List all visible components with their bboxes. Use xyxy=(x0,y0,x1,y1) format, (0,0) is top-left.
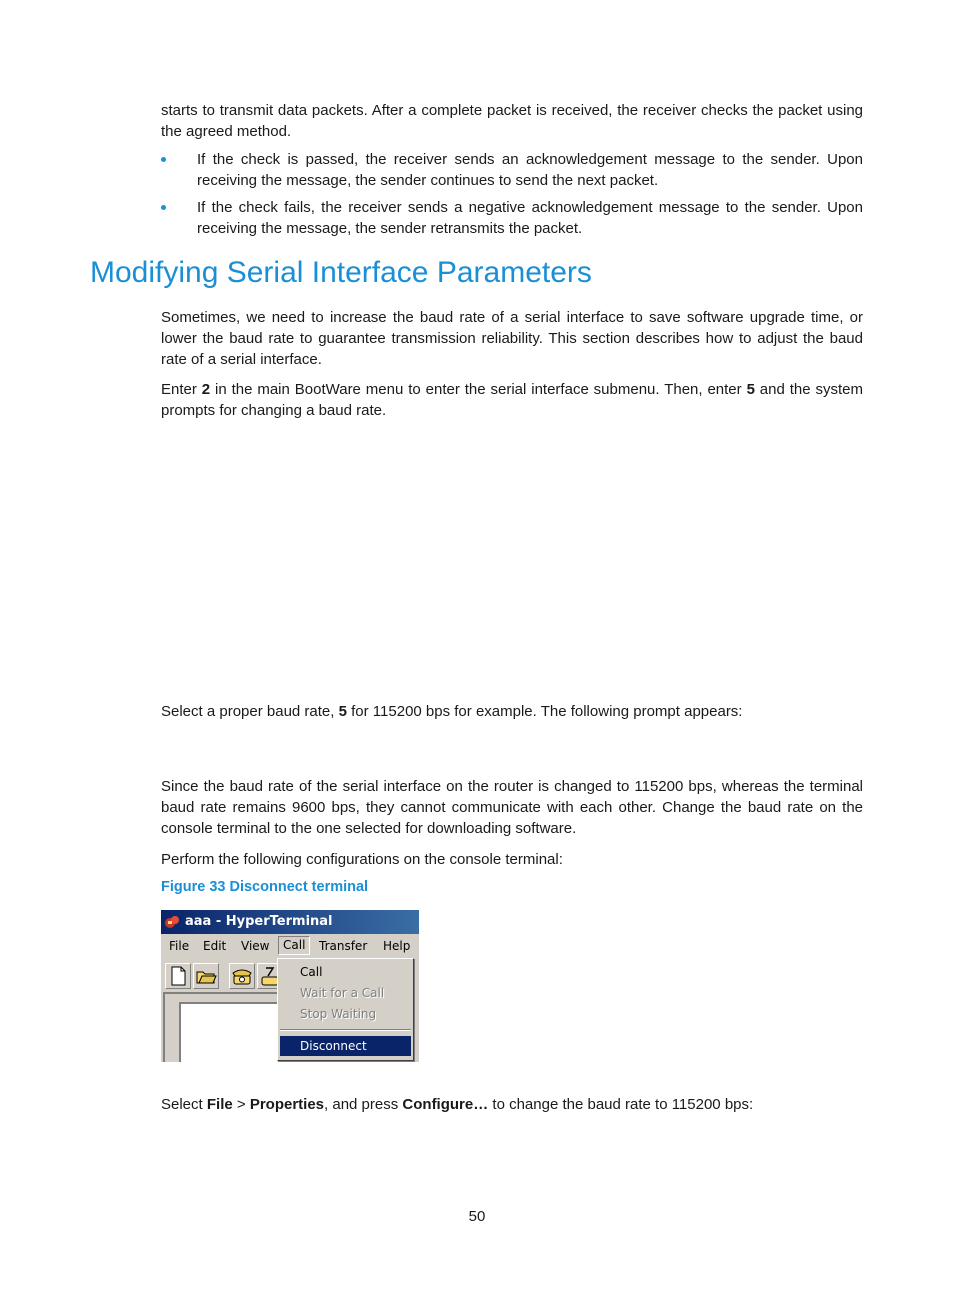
menu-transfer[interactable]: Transfer xyxy=(319,939,368,953)
section-paragraph: Sometimes, we need to increase the baud rate of a serial interface to save software upgrade time, or lower the baud rate to guarantee transmission reliability. This section describes how to adjust the baud rate of a serial interface. xyxy=(161,309,863,368)
bold-run: 5 xyxy=(338,703,347,720)
text-run: , and press xyxy=(324,1096,403,1113)
menu-item-call[interactable]: Call xyxy=(300,965,323,979)
new-button[interactable] xyxy=(165,963,191,989)
section-heading: Modifying Serial Interface Parameters xyxy=(90,256,592,289)
terminal-area[interactable] xyxy=(163,992,287,1062)
text-run: Select xyxy=(161,1096,207,1113)
menu-help[interactable]: Help xyxy=(383,939,411,953)
menu-item-stop-waiting: Stop Waiting xyxy=(300,1007,377,1021)
menu-bar xyxy=(161,935,419,957)
open-folder-icon xyxy=(194,964,218,988)
bold-run: 5 xyxy=(746,381,755,398)
section-paragraph xyxy=(161,701,863,722)
page-number: 50 xyxy=(468,1208,486,1225)
text-run: Select a proper baud rate, xyxy=(161,703,339,720)
menu-separator xyxy=(280,1029,411,1031)
new-document-icon xyxy=(166,964,190,988)
text-run: and the system prompts for changing a baud rate. xyxy=(161,381,864,419)
bullet-icon xyxy=(161,205,166,210)
section-paragraph: Perform the following configurations on the console terminal: xyxy=(161,851,563,868)
figure-caption: Figure 33 Disconnect terminal xyxy=(161,879,369,895)
menu-item-disconnect[interactable]: Disconnect xyxy=(280,1036,411,1056)
bullet-icon xyxy=(161,157,166,162)
menu-file[interactable]: File xyxy=(169,939,190,953)
phone-icon xyxy=(230,964,254,988)
bold-run: 2 xyxy=(201,381,211,398)
hyperterminal-app-icon xyxy=(164,914,180,930)
call-button[interactable] xyxy=(229,963,255,989)
text-run: to change the baud rate to 115200 bps: xyxy=(488,1096,754,1113)
call-menu-dropdown xyxy=(277,958,414,1061)
text-run: Enter xyxy=(161,381,202,398)
text-run: in the main BootWare menu to enter the serial interface submenu. Then, enter xyxy=(210,381,747,398)
menu-view[interactable]: View xyxy=(241,939,270,953)
text-run: for 115200 bps for example. The following prompt appears: xyxy=(346,703,743,720)
menu-item-wait-for-call: Wait for a Call xyxy=(300,986,385,1000)
terminal-screen[interactable] xyxy=(179,1002,291,1062)
open-button[interactable] xyxy=(193,963,219,989)
section-paragraph: Since the baud rate of the serial interface on the router is changed to 115200 bps, whereas the terminal baud rate remains 9600 bps, they cannot communicate with each other. Change the baud rate on the console terminal to the one selected for downloading software. xyxy=(161,778,863,837)
hyperterminal-screenshot xyxy=(161,910,419,1062)
bold-run: Configure… xyxy=(402,1096,489,1113)
toolbar xyxy=(163,960,283,990)
section-paragraph xyxy=(161,1094,863,1115)
intro-paragraph: starts to transmit data packets. After a complete packet is received, the receiver checks the packet using the agreed method. xyxy=(161,102,863,140)
menu-call[interactable]: Call xyxy=(278,936,310,955)
bullet-item xyxy=(161,149,863,191)
title-bar xyxy=(161,910,419,934)
window-title: aaa - HyperTerminal xyxy=(185,914,333,929)
section-paragraph xyxy=(161,379,863,421)
bullet-item xyxy=(161,197,863,239)
bullet-text: If the check is passed, the receiver sends an acknowledgement message to the sender. Upon receiving the message, the sender continues to send the next packet. xyxy=(197,151,863,189)
text-run: > xyxy=(232,1096,250,1113)
bold-run: File xyxy=(206,1096,233,1113)
menu-edit[interactable]: Edit xyxy=(203,939,227,953)
bold-run: Properties xyxy=(249,1096,325,1113)
bullet-text: If the check fails, the receiver sends a negative acknowledgement message to the sender. Upon receiving the message, the sender retransmits the packet. xyxy=(197,199,863,237)
